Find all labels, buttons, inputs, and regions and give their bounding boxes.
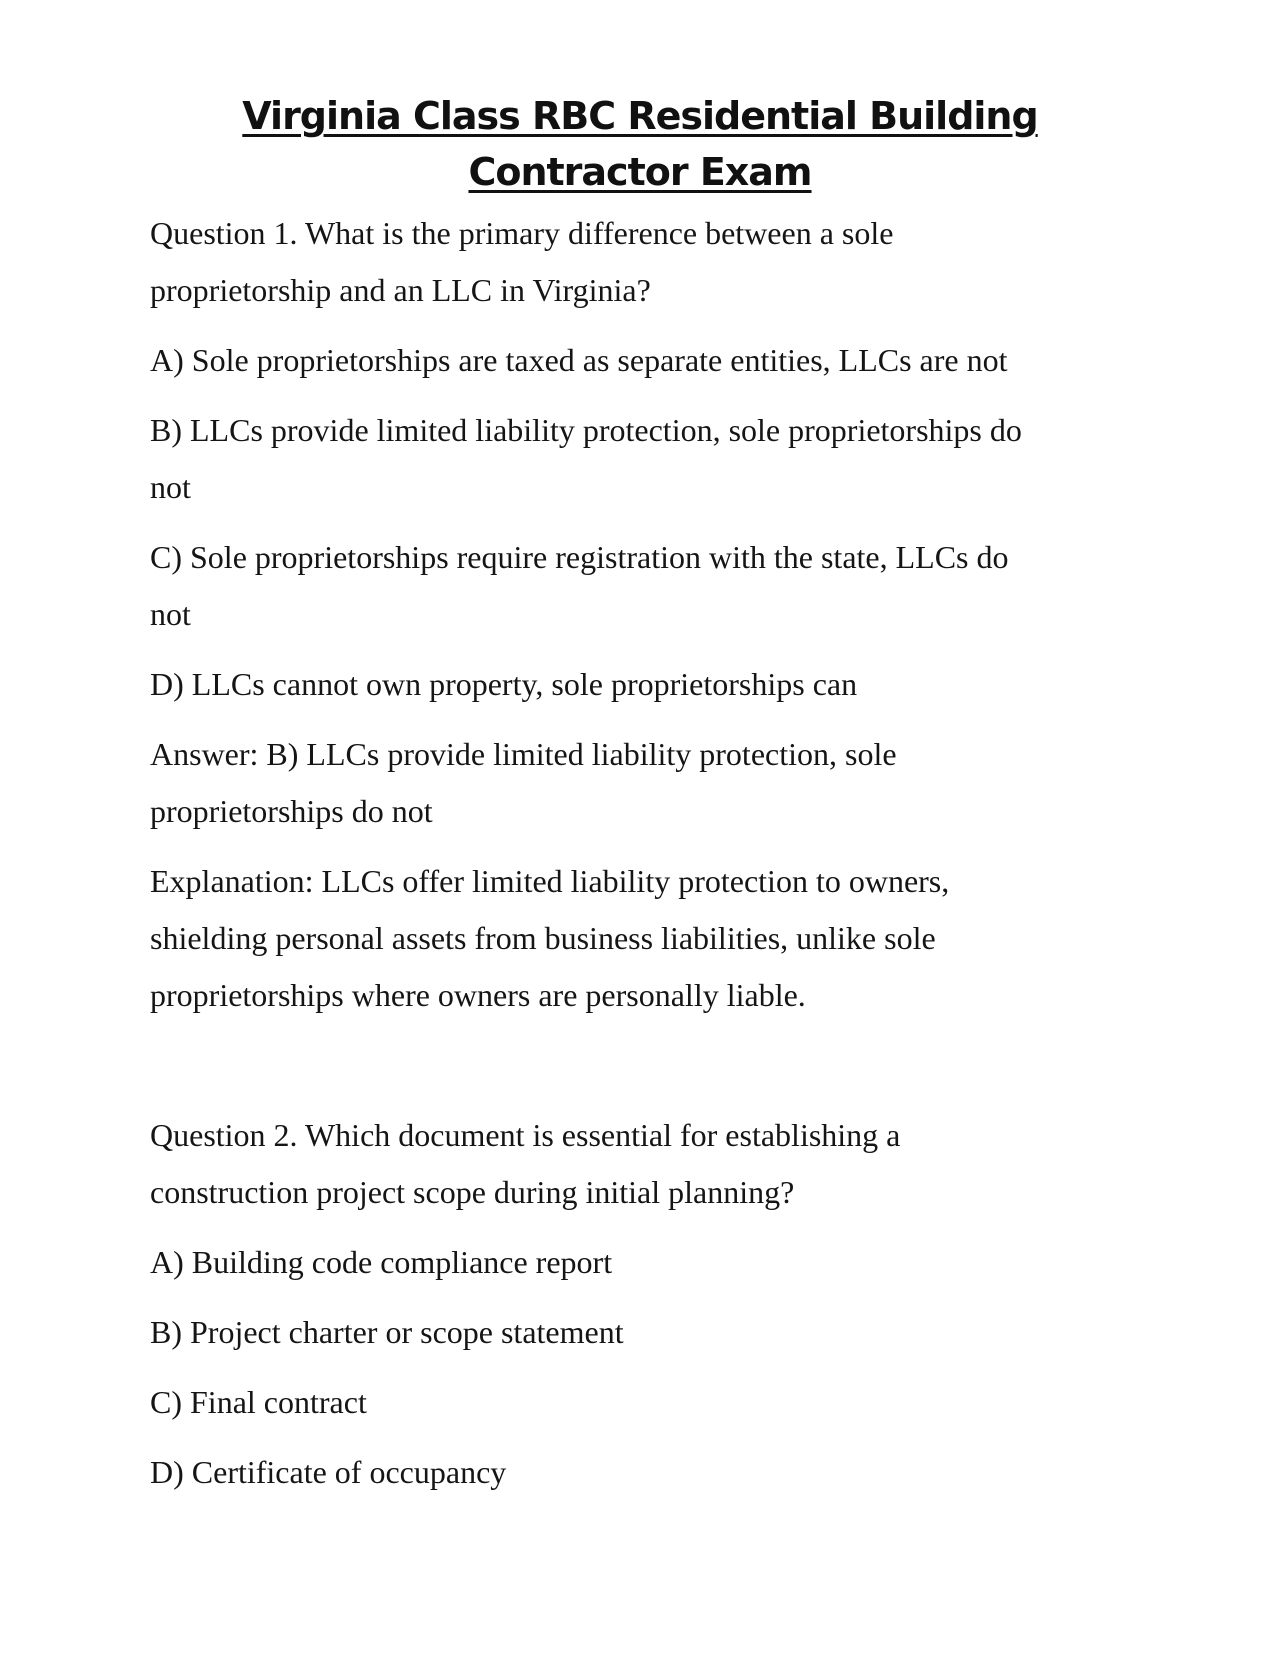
- question-1-prompt-line-1: Question 1. What is the primary difference between a sole: [150, 215, 894, 251]
- question-2-option-c: C) Final contract: [150, 1384, 367, 1420]
- question-1-option-b-line-2: not: [150, 469, 191, 505]
- question-1-explanation-line-2: shielding personal assets from business liabilities, unlike sole: [150, 920, 936, 956]
- question-1-option-c-line-2: not: [150, 596, 191, 632]
- question-2-option-a: A) Building code compliance report: [150, 1244, 613, 1280]
- question-1-explanation-line-3: proprietorships where owners are personally liable.: [150, 977, 806, 1013]
- question-2-prompt-line-1: Question 2. Which document is essential for establishing a: [150, 1117, 901, 1153]
- question-1-option-b-line-1: B) LLCs provide limited liability protection, sole proprietorships do: [150, 412, 1022, 448]
- title-line-1: Virginia Class RBC Residential Building: [242, 94, 1038, 138]
- question-2-option-d: D) Certificate of occupancy: [150, 1454, 507, 1490]
- question-1-answer-line-1: Answer: B) LLCs provide limited liability protection, sole: [150, 736, 897, 772]
- question-2-prompt-line-2: construction project scope during initial planning?: [150, 1174, 795, 1210]
- question-1-option-c-line-1: C) Sole proprietorships require registration with the state, LLCs do: [150, 539, 1009, 575]
- question-1-option-a: A) Sole proprietorships are taxed as separate entities, LLCs are not: [150, 342, 1008, 378]
- question-1-prompt-line-2: proprietorship and an LLC in Virginia?: [150, 272, 651, 308]
- question-1-option-d: D) LLCs cannot own property, sole proprietorships can: [150, 666, 858, 702]
- question-1-explanation-line-1: Explanation: LLCs offer limited liability protection to owners,: [150, 863, 950, 899]
- question-2-option-b: B) Project charter or scope statement: [150, 1314, 624, 1350]
- question-1-answer-line-2: proprietorships do not: [150, 793, 433, 829]
- page-title: [0, 88, 1280, 200]
- title-line-2: Contractor Exam: [468, 150, 812, 194]
